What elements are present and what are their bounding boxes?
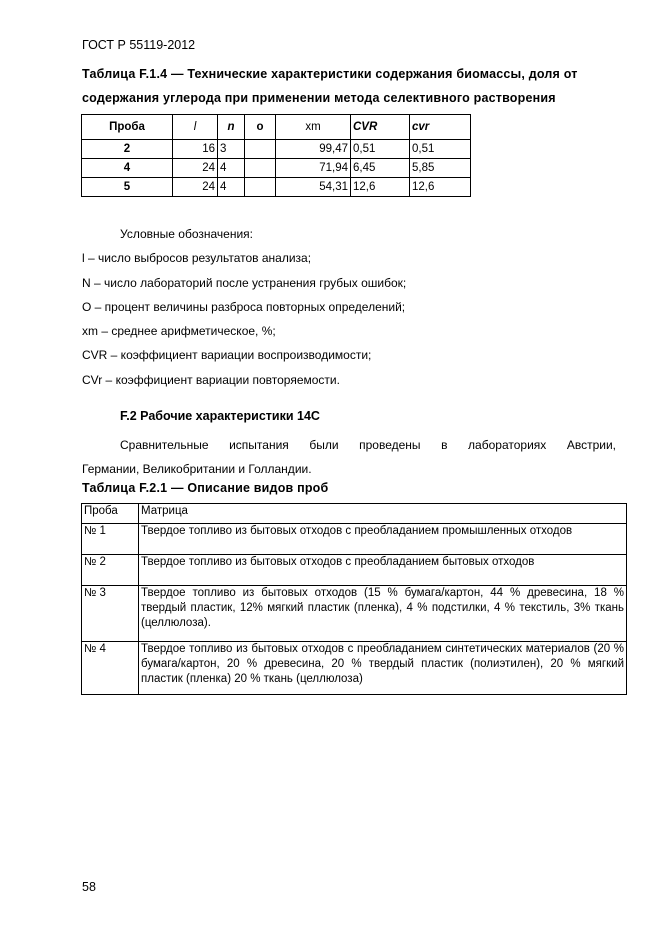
o-cell (245, 178, 276, 197)
probe-number-cell: № 3 (82, 586, 139, 642)
col-cvr-header: cvr (410, 115, 471, 140)
table-row (82, 178, 471, 197)
table-row (82, 524, 627, 555)
probe-cell: 4 (82, 159, 173, 178)
probe-cell: 5 (82, 178, 173, 197)
legend-item: O – процент величины разброса повторных определений; (82, 299, 406, 314)
l-cell: 24 (173, 159, 218, 178)
cvR-cell: 6,45 (351, 159, 410, 178)
xm-cell: 54,31 (276, 178, 351, 197)
legend-item: CVR – коэффициент вариации воспроизводимости; (82, 348, 372, 363)
table1-title-line2: содержания углерода при применении метода селективного растворения (82, 91, 556, 105)
o-cell (245, 159, 276, 178)
performance-table (81, 114, 471, 197)
table-row (82, 140, 471, 159)
paragraph-line1: Сравнительные испытания были проведены в лабораториях Австрии, (120, 438, 616, 452)
n-cell: 4 (218, 178, 245, 197)
cvr-cell: 5,85 (410, 159, 471, 178)
table1-title-line1: Таблица F.1.4 — Технические характеристики содержания биомассы, доля от (82, 67, 578, 81)
cvr-cell: 12,6 (410, 178, 471, 197)
table-row (82, 642, 627, 695)
legend (82, 222, 406, 392)
legend-item: l – число выбросов результатов анализа; (82, 251, 312, 266)
matrix-cell: Твердое топливо из бытовых отходов (15 % бумага/картон, 44 % древесина, 18 % твердый пластик, 12% мягкий пластик (пленка), 4 % подстилки, 4 % текстиль, 3% ткань (целлюлоза). (139, 586, 627, 642)
table-header-row (82, 504, 627, 524)
table-row (82, 555, 627, 586)
matrix-cell: Твердое топливо из бытовых отходов с преобладанием промышленных отходов (139, 524, 627, 555)
table-row (82, 586, 627, 642)
paragraph (82, 433, 616, 481)
legend-heading: Условные обозначения: (120, 227, 253, 241)
probe-number-cell: № 4 (82, 642, 139, 695)
matrix-cell: Твердое топливо из бытовых отходов с преобладанием синтетических материалов (20 % бумага/картон, 20 % древесина, 20 % твердый пластик (полиэтилен), 20 % мягкий пластик (пленка) 20 % ткань (целлюлоза) (139, 642, 627, 695)
l-cell: 16 (173, 140, 218, 159)
col-o-header: o (245, 115, 276, 140)
cvR-cell: 0,51 (351, 140, 410, 159)
probe-number-cell: № 1 (82, 524, 139, 555)
col-probe-header: Проба (82, 504, 139, 524)
matrix-cell: Твердое топливо из бытовых отходов с преобладанием бытовых отходов (139, 555, 627, 586)
probe-number-cell: № 2 (82, 555, 139, 586)
col-xm-header: xm (276, 115, 351, 140)
n-cell: 4 (218, 159, 245, 178)
xm-cell: 71,94 (276, 159, 351, 178)
table2-title: Таблица F.2.1 — Описание видов проб (82, 481, 329, 495)
o-cell (245, 140, 276, 159)
xm-cell: 99,47 (276, 140, 351, 159)
col-cvR-header: CVR (351, 115, 410, 140)
page-number: 58 (82, 880, 96, 894)
table-header-row (82, 115, 471, 140)
probe-cell: 2 (82, 140, 173, 159)
document-id: ГОСТ Р 55119-2012 (82, 38, 196, 52)
col-n-header: n (218, 115, 245, 140)
col-probe-header: Проба (82, 115, 173, 140)
legend-item: CVr – коэффициент вариации повторяемости. (82, 372, 340, 387)
cvR-cell: 12,6 (351, 178, 410, 197)
n-cell: 3 (218, 140, 245, 159)
paragraph-line2: Германии, Великобритании и Голландии. (82, 462, 312, 476)
legend-item: N – число лабораторий после устранения грубых ошибок; (82, 275, 407, 290)
cvr-cell: 0,51 (410, 140, 471, 159)
section-title: F.2 Рабочие характеристики 14C (120, 409, 320, 423)
table-row (82, 159, 471, 178)
sample-types-table (81, 503, 627, 695)
legend-item: xm – среднее арифметическое, %; (82, 324, 276, 339)
col-matrix-header: Матрица (139, 504, 627, 524)
l-cell: 24 (173, 178, 218, 197)
col-l-header: l (173, 115, 218, 140)
